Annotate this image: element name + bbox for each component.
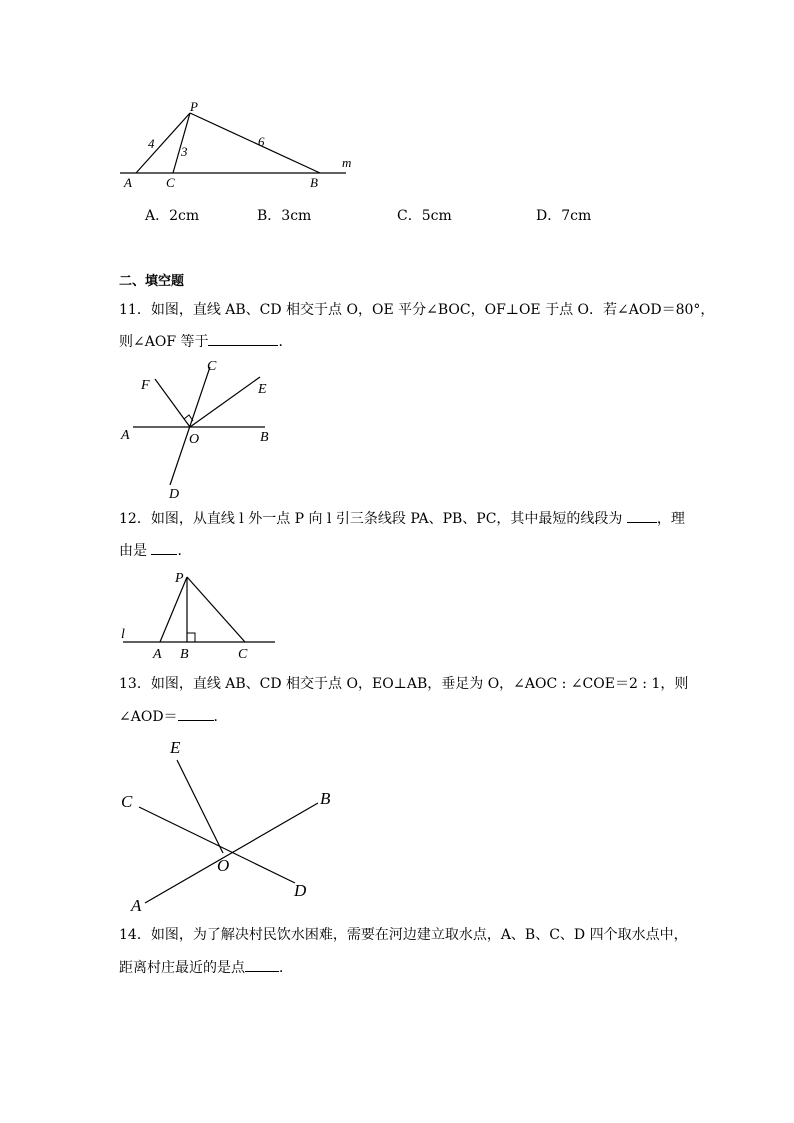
point-label-e: E — [170, 738, 181, 757]
option-a: A．2cm — [145, 208, 200, 224]
question-14-prefix: 距离村庄最近的是点 — [119, 960, 245, 976]
length-label-pa: 4 — [148, 136, 155, 151]
question-14-suffix: ． — [279, 960, 293, 976]
figure-q11 — [115, 355, 285, 505]
line-label-l: l — [121, 627, 125, 642]
question-12-suffix-1: ，理 — [656, 511, 685, 527]
point-label-a: A — [121, 428, 130, 443]
question-14-line-1: 14．如图，为了解决村民饮水困难，需要在河边建立取水点，A、B、C、D 四个取水点中， — [119, 927, 688, 943]
point-label-o: O — [189, 432, 200, 447]
question-12-line-2 — [119, 540, 191, 561]
point-label-b: B — [260, 430, 269, 445]
question-13-line-2 — [119, 706, 228, 727]
question-12-line-1 — [119, 508, 685, 529]
figure-q10 — [110, 95, 370, 195]
point-label-b: B — [180, 647, 189, 662]
answer-blank-11[interactable] — [208, 331, 278, 346]
point-label-c: C — [207, 359, 217, 374]
point-label-c: C — [166, 175, 175, 190]
figure-q12 — [115, 565, 285, 665]
length-label-pb: 6 — [258, 134, 265, 149]
figure-q13 — [115, 735, 345, 920]
answer-blank-12a[interactable] — [627, 508, 657, 523]
point-label-b: B — [310, 175, 318, 190]
question-12-suffix-2: ． — [177, 543, 192, 559]
answer-blank-13[interactable] — [178, 706, 214, 721]
question-13-line-1: 13．如图，直线 AB、CD 相交于点 O，EO⊥AB，垂足为 O，∠AOC : ∠COE＝2 : 1，则 — [119, 676, 689, 692]
point-label-e: E — [258, 382, 267, 397]
question-12-prefix-2: 由是 — [119, 543, 147, 559]
point-label-f: F — [141, 378, 150, 393]
point-label-o: O — [217, 856, 230, 875]
point-label-a: A — [124, 175, 132, 190]
question-11-line-1: 11．如图，直线 AB、CD 相交于点 O，OE 平分∠BOC，OF⊥OE 于点 O．若∠AOD＝80°， — [119, 302, 715, 318]
point-label-b: B — [320, 789, 331, 808]
option-d: D．7cm — [536, 208, 592, 224]
question-13-prefix: ∠AOD＝ — [119, 709, 178, 725]
question-11-line-2 — [119, 331, 292, 352]
length-label-pc: 3 — [181, 144, 188, 159]
question-12-prefix: 12．如图，从直线 l 外一点 P 向 l 引三条线段 PA、PB、PC，其中最短的线段为 — [119, 511, 623, 527]
point-label-d: D — [169, 487, 180, 502]
question-14-line-2 — [119, 957, 293, 978]
point-label-p: P — [190, 99, 198, 114]
point-label-d: D — [294, 881, 307, 900]
section-title: 二、填空题 — [119, 274, 185, 289]
option-c: C．5cm — [397, 208, 452, 224]
point-label-p: P — [175, 571, 184, 586]
question-13-suffix: ． — [213, 709, 228, 725]
question-11-prefix: 则∠AOF 等于 — [119, 334, 209, 350]
point-label-a: A — [131, 896, 142, 915]
option-b: B．3cm — [257, 208, 312, 224]
answer-blank-12b[interactable] — [151, 540, 177, 555]
question-11-suffix: ． — [278, 334, 293, 350]
answer-blank-14[interactable] — [245, 957, 279, 972]
point-label-c: C — [121, 792, 133, 811]
line-label-m: m — [342, 155, 352, 170]
point-label-c: C — [238, 647, 248, 662]
point-label-a: A — [153, 647, 162, 662]
